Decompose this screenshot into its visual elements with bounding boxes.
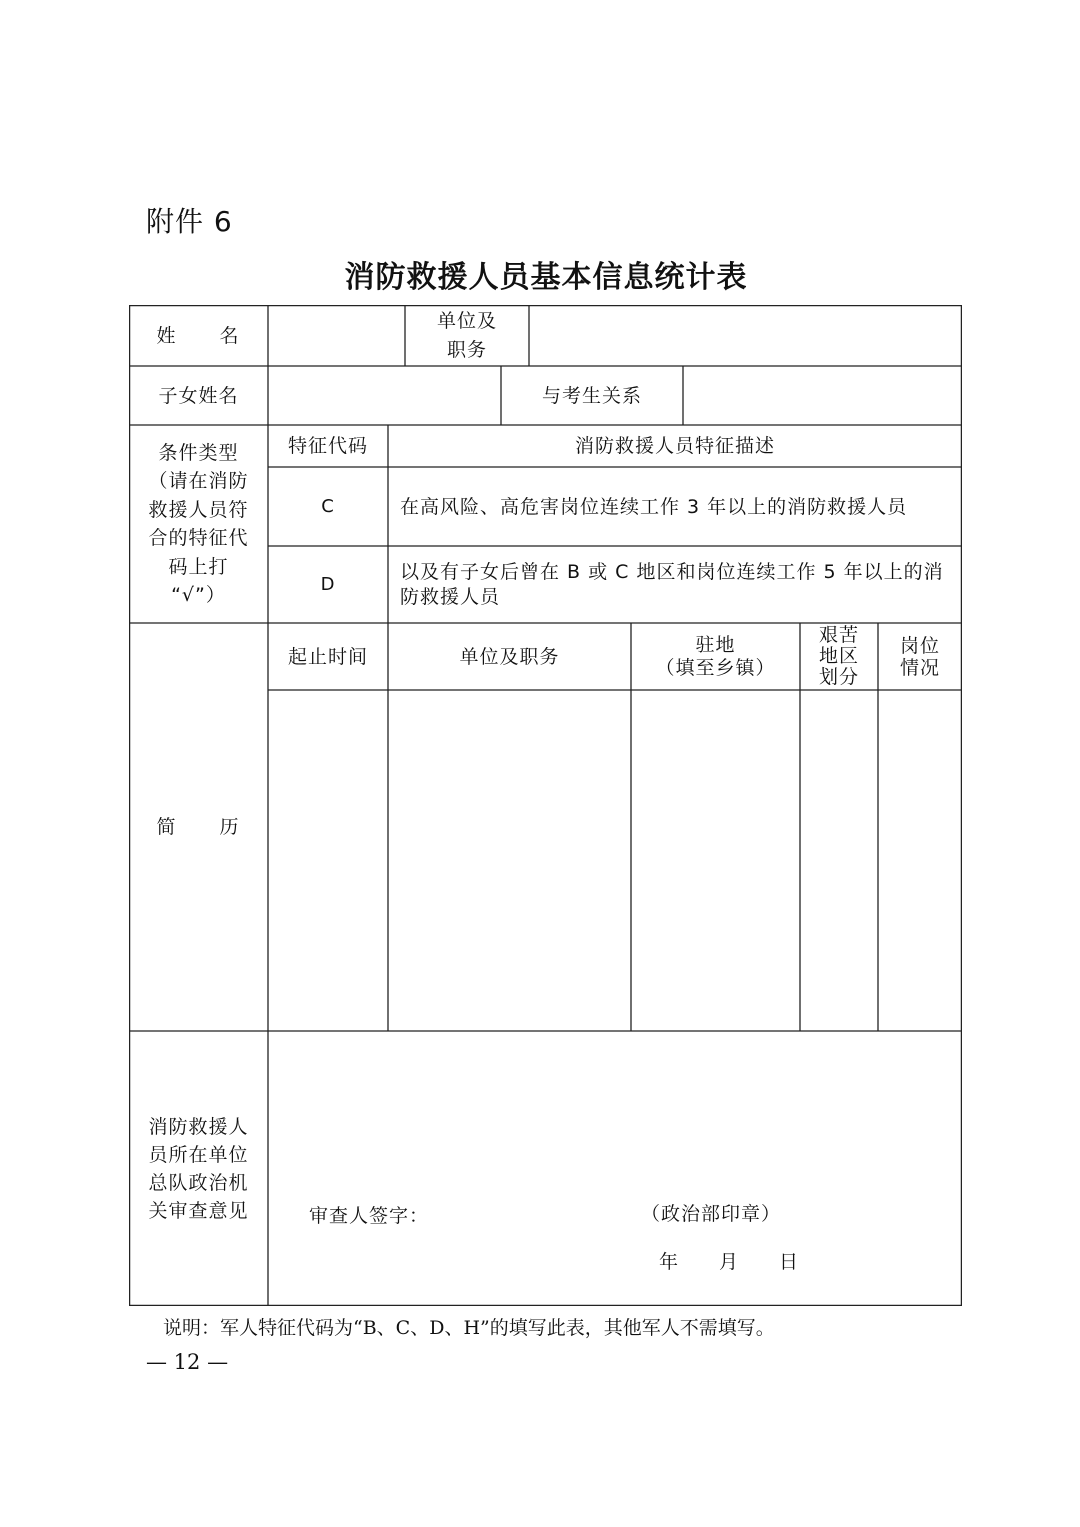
resume-station-field[interactable] [631,690,800,1031]
resume-post-header: 岗位 情况 [899,634,940,679]
resume-unit-field[interactable] [388,690,631,1031]
condition-type-label: 条件类型 （请在消防 救援人员符 合的特征代 码上打 “√”） [148,441,249,606]
child-name-label: 子女姓名 [158,384,239,407]
form-title: 消防救援人员基本信息统计表 [344,260,748,295]
attachment-label: 附件 6 [146,205,233,238]
resume-period-header: 起止时间 [287,645,368,668]
name-field[interactable] [268,305,405,366]
resume-hardship-header: 艰苦 地区 划分 [818,624,859,688]
child-name-field[interactable] [268,366,501,425]
feature-desc-c: 在高风险、高危害岗位连续工作 3 年以上的消防救援人员 [400,495,908,518]
resume-period-field[interactable] [268,690,388,1031]
relation-field[interactable] [683,366,962,425]
info-form-table [129,305,962,1306]
review-opinion-field[interactable] [268,1031,962,1306]
code-header: 特征代码 [287,435,368,457]
relation-label: 与考生关系 [541,384,642,407]
date-label: 年 月 日 [659,1251,800,1273]
resume-station-header: 驻地 （填至乡镇） [655,633,776,679]
feature-desc-d: 以及有子女后曾在 B 或 C 地区和岗位连续工作 5 年以上的消防救援人员 [400,560,944,608]
page-number: — 12 — [146,1350,229,1374]
resume-post-field[interactable] [878,690,962,1031]
unit-position-label: 单位及 职务 [436,309,497,361]
review-label: 消防救援人 员所在单位 总队政治机 关审查意见 [148,1115,249,1222]
name-label: 姓 名 [156,324,241,347]
footnote: 说明：军人特征代码为“B、C、D、H”的填写此表，其他军人不需填写。 [163,1317,775,1339]
resume-label: 简 历 [156,816,241,838]
resume-hardship-field[interactable] [800,690,878,1031]
feature-code-d[interactable]: D [320,573,336,595]
reviewer-signature-label: 审查人签字： [309,1205,430,1227]
resume-unit-header: 单位及职务 [459,645,560,668]
seal-label: （政治部印章） [641,1203,782,1225]
description-header: 消防救援人员特征描述 [574,435,775,457]
unit-position-field[interactable] [529,305,962,366]
feature-code-c[interactable]: C [321,495,335,517]
